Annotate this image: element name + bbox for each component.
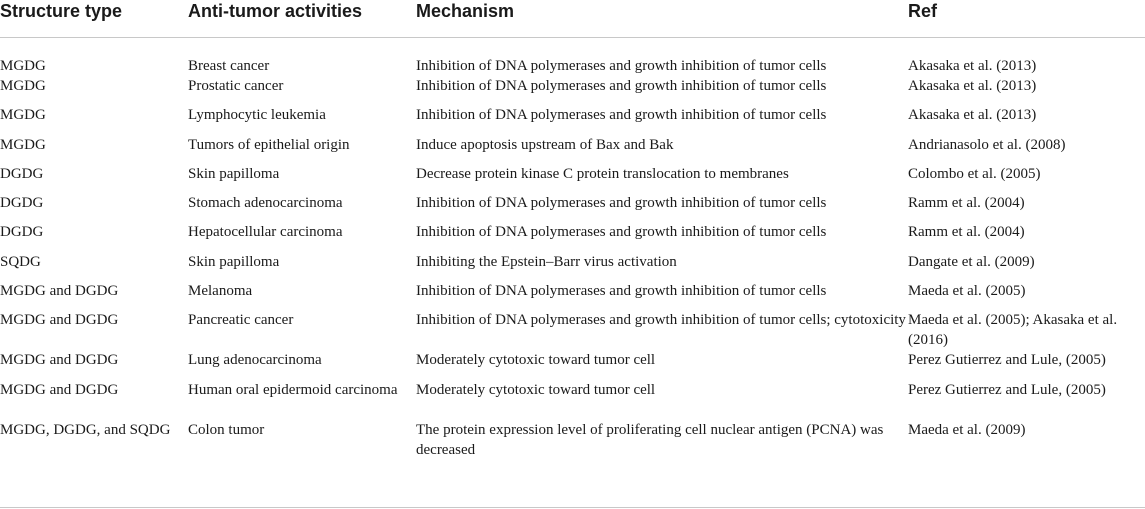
cell-mechanism: Inhibition of DNA polymerases and growth inhibition of tumor cells [416,224,827,241]
cell-mechanism: Induce apoptosis upstream of Bax and Bak [416,136,674,153]
cell-activity: Skin papilloma [188,165,280,182]
cell-ref: Perez Gutierrez and Lule, (2005) [908,352,1106,369]
table-header [0,0,1145,38]
cell-ref: Ramm et al. (2004) [908,195,1025,212]
header-row [0,0,1145,38]
table-bottom-rule [0,507,1145,508]
cell-ref: Colombo et al. (2005) [908,165,1041,182]
cell-mechanism: Inhibition of DNA polymerases and growth inhibition of tumor cells [416,58,827,74]
cell-ref: Akasaka et al. (2013) [908,78,1037,94]
cell-activity: Colon tumor [188,421,265,438]
cell-mechanism: Inhibition of DNA polymerases and growth inhibition of tumor cells; cytotoxicity [416,312,906,329]
table-row [0,193,1145,222]
cell-mechanism: Decrease protein kinase C protein translocation to membranes [416,165,789,182]
table-row [0,76,1145,105]
cell-structure-type: DGDG [0,165,44,182]
cell-structure-type: MGDG and DGDG [0,312,119,329]
cell-ref: Dangate et al. (2009) [908,253,1035,270]
cell-ref: Akasaka et al. (2013) [908,58,1037,74]
table-row [0,350,1145,379]
table-row [0,281,1145,310]
cell-activity: Breast cancer [188,58,270,74]
cell-mechanism: Inhibition of DNA polymerases and growth inhibition of tumor cells [416,195,827,212]
cell-structure-type: MGDG [0,78,46,94]
table-row [0,310,1145,350]
table-row [0,38,1145,77]
cell-mechanism: Inhibition of DNA polymerases and growth inhibition of tumor cells [416,78,827,94]
table-row [0,252,1145,281]
cell-activity: Stomach adenocarcinoma [188,195,343,212]
cell-ref: Perez Gutierrez and Lule, (2005) [908,381,1106,398]
cell-mechanism: Inhibiting the Epstein–Barr virus activation [416,253,677,270]
cell-mechanism: Inhibition of DNA polymerases and growth inhibition of tumor cells [416,283,827,300]
cell-activity: Pancreatic cancer [188,312,294,329]
cell-ref: Maeda et al. (2005) [908,283,1026,300]
header-mechanism: Mechanism [416,0,908,38]
table-row [0,164,1145,193]
cell-structure-type: MGDG [0,58,46,74]
cell-structure-type: MGDG and DGDG [0,283,119,300]
table-row [0,222,1145,251]
cell-structure-type: DGDG [0,195,44,212]
cell-mechanism: Inhibition of DNA polymerases and growth inhibition of tumor cells [416,107,827,124]
cell-activity: Human oral epidermoid carcinoma [188,381,398,398]
cell-ref: Maeda et al. (2009) [908,421,1026,438]
cell-structure-type: MGDG and DGDG [0,352,119,369]
cell-activity: Tumors of epithelial origin [188,136,350,153]
cell-activity: Skin papilloma [188,253,280,270]
cell-structure-type: MGDG and DGDG [0,381,119,398]
header-ref: Ref [908,0,1145,38]
cell-ref: Akasaka et al. (2013) [908,107,1037,124]
cell-structure-type: MGDG, DGDG, and SQDG [0,421,171,438]
header-anti-tumor-activities: Anti-tumor activities [188,0,416,38]
cell-activity: Lymphocytic leukemia [188,107,326,124]
cell-ref: Andrianasolo et al. (2008) [908,136,1066,153]
cell-mechanism: The protein expression level of proliferating cell nuclear antigen (PCNA) was decreased [416,421,884,458]
cell-structure-type: DGDG [0,224,44,241]
cell-activity: Melanoma [188,283,253,300]
cell-structure-type: SQDG [0,253,41,270]
table-row [0,420,1145,460]
table-body [0,38,1145,460]
cell-mechanism: Moderately cytotoxic toward tumor cell [416,381,656,398]
header-structure-type: Structure type [0,0,188,38]
cell-mechanism: Moderately cytotoxic toward tumor cell [416,352,656,369]
cell-activity: Hepatocellular carcinoma [188,224,343,241]
cell-structure-type: MGDG [0,107,46,124]
cell-activity: Lung adenocarcinoma [188,352,322,369]
table-row [0,380,1145,420]
table-row [0,105,1145,134]
cell-ref: Ramm et al. (2004) [908,224,1025,241]
cell-activity: Prostatic cancer [188,78,284,94]
table-row [0,135,1145,164]
cell-structure-type: MGDG [0,136,46,153]
cell-ref: Maeda et al. (2005); Akasaka et al. (2016) [908,312,1118,349]
